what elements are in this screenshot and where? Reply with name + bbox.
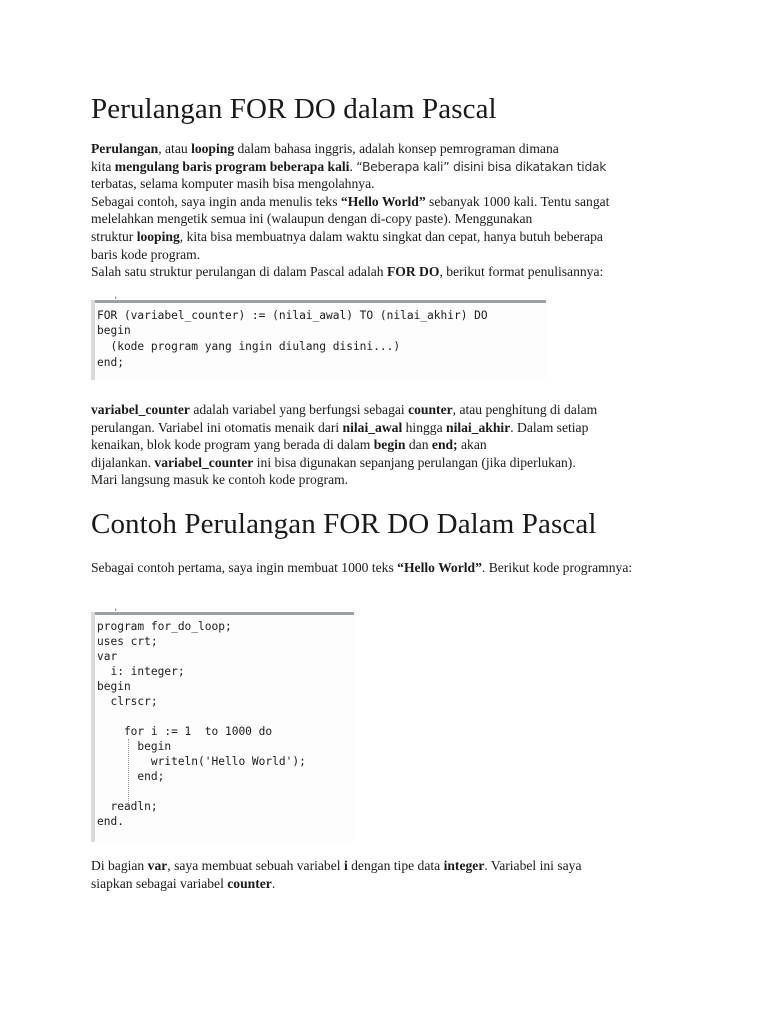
text-line: baris kode program. bbox=[91, 246, 201, 262]
text-line bbox=[91, 419, 691, 437]
explanation-paragraph bbox=[91, 401, 691, 489]
text-run: . Dalam setiap bbox=[510, 419, 589, 435]
page-title: Perulangan FOR DO dalam Pascal bbox=[91, 93, 497, 125]
bold-term: integer bbox=[443, 858, 485, 873]
bold-term: “Hello World” bbox=[340, 193, 426, 209]
text-line bbox=[91, 401, 691, 419]
text-run: , berikut format penulisannya: bbox=[439, 264, 604, 280]
text-run: , kita bisa membuatnya dalam waktu singkat dan cepat, hanya butuh beberapa bbox=[179, 228, 603, 244]
text-run: Salah satu struktur perulangan di dalam Pascal adalah bbox=[91, 264, 387, 280]
text-line bbox=[91, 436, 691, 454]
text-line bbox=[91, 228, 691, 246]
text-run: Sebagai contoh, saya ingin anda menulis teks bbox=[91, 193, 341, 209]
intro-paragraph bbox=[91, 140, 691, 281]
section-heading: Contoh Perulangan FOR DO Dalam Pascal bbox=[91, 508, 597, 540]
variable-explanation-paragraph bbox=[91, 857, 691, 892]
code-line: FOR (variabel_counter) := (nilai_awal) TO (nilai_akhir) DO bbox=[97, 309, 488, 322]
bold-term: var bbox=[147, 858, 168, 873]
text-line bbox=[91, 857, 691, 875]
code-line: end; bbox=[97, 356, 124, 369]
text-line: melelahkan mengetik semua ini (walaupun dengan di-copy paste). Menggunakan bbox=[91, 211, 533, 227]
example-intro-paragraph bbox=[91, 559, 691, 577]
text-line: Mari langsung masuk ke contoh kode program. bbox=[91, 472, 349, 488]
bold-term: counter bbox=[227, 875, 272, 891]
code-line: end; bbox=[97, 770, 165, 783]
text-line bbox=[91, 158, 691, 176]
code-line: begin bbox=[97, 740, 172, 753]
text-line bbox=[91, 140, 691, 158]
quote-run: “Beberapa kali” disini bisa dikatakan tidak bbox=[356, 158, 607, 174]
code-line: readln; bbox=[97, 800, 158, 813]
text-run: , atau bbox=[158, 141, 192, 156]
bold-term: FOR DO bbox=[386, 264, 440, 280]
text-run: . bbox=[271, 875, 276, 891]
text-run: perulangan. Variabel ini otomatis menaik dari bbox=[91, 419, 343, 435]
text-line: terbatas, selama komputer masih bisa mengolahnya. bbox=[91, 176, 375, 192]
text-line bbox=[91, 263, 691, 281]
text-run: adalah variabel yang berfungsi sebagai bbox=[189, 402, 409, 417]
text-line bbox=[91, 559, 691, 577]
text-run: sebanyak 1000 kali. Tentu sangat bbox=[425, 193, 610, 209]
text-run: Di bagian bbox=[91, 858, 148, 873]
text-run: dengan tipe data bbox=[347, 858, 444, 873]
text-run: kenaikan, blok kode program yang berada di dalam bbox=[91, 437, 374, 453]
text-line bbox=[91, 875, 691, 893]
bold-term: nilai_akhir bbox=[446, 419, 511, 435]
text-run: dijalankan. bbox=[91, 454, 155, 470]
text-run: . bbox=[349, 158, 357, 174]
code-frame-top bbox=[91, 300, 546, 303]
text-run: siapkan sebagai variabel bbox=[91, 875, 228, 891]
code-line: end. bbox=[97, 815, 124, 828]
text-run: akan bbox=[457, 437, 487, 453]
code-screenshot-for-syntax bbox=[91, 296, 546, 380]
text-run: struktur bbox=[91, 228, 137, 244]
code-screenshot-example bbox=[91, 608, 354, 842]
bold-term: Perulangan bbox=[91, 141, 159, 156]
bold-term: begin bbox=[373, 437, 406, 453]
text-run: , atau penghitung di dalam bbox=[452, 402, 598, 417]
text-run: dalam bahasa inggris, adalah konsep pemrograman dimana bbox=[234, 141, 559, 156]
text-run: hingga bbox=[402, 419, 447, 435]
code-line: i: integer; bbox=[97, 665, 185, 678]
text-run: ini bisa digunakan sepanjang perulangan (jika diperlukan). bbox=[253, 454, 576, 470]
code-line: clrscr; bbox=[97, 695, 158, 708]
code-line: begin bbox=[97, 324, 131, 337]
code-line: (kode program yang ingin diulang disini...) bbox=[97, 340, 401, 353]
code-frame-left bbox=[91, 612, 95, 842]
code-line: uses crt; bbox=[97, 635, 158, 648]
text-run: dan bbox=[405, 437, 432, 453]
text-run: kita bbox=[91, 158, 115, 174]
code-line: for i := 1 to 1000 do bbox=[97, 725, 273, 738]
bold-term: variabel_counter bbox=[154, 454, 254, 470]
code-line: program for_do_loop; bbox=[97, 620, 232, 633]
text-run: Sebagai contoh pertama, saya ingin membuat 1000 teks bbox=[91, 560, 398, 575]
bold-term: mengulang baris program beberapa kali bbox=[114, 158, 350, 174]
bold-term: end; bbox=[431, 437, 458, 453]
code-frame-top bbox=[91, 612, 354, 615]
text-line bbox=[91, 193, 691, 211]
code-frame-left bbox=[91, 300, 95, 380]
code-line: writeln('Hello World'); bbox=[97, 755, 306, 768]
bold-term: nilai_awal bbox=[342, 419, 403, 435]
code-tick-mark: ' bbox=[113, 608, 119, 618]
bold-term: looping bbox=[136, 228, 180, 244]
bold-term: i bbox=[343, 858, 348, 873]
code-line: var bbox=[97, 650, 118, 663]
bold-term: looping bbox=[191, 141, 235, 156]
bold-term: variabel_counter bbox=[91, 402, 190, 417]
text-run: . Variabel ini saya bbox=[484, 858, 582, 873]
text-line bbox=[91, 454, 691, 472]
bold-term: “Hello World” bbox=[397, 560, 482, 575]
code-tick-mark: ' bbox=[113, 296, 119, 306]
code-line: begin bbox=[97, 680, 131, 693]
text-run: . Berikut kode programnya: bbox=[481, 560, 633, 575]
bold-term: counter bbox=[408, 402, 453, 417]
text-run: , saya membuat sebuah variabel bbox=[167, 858, 344, 873]
